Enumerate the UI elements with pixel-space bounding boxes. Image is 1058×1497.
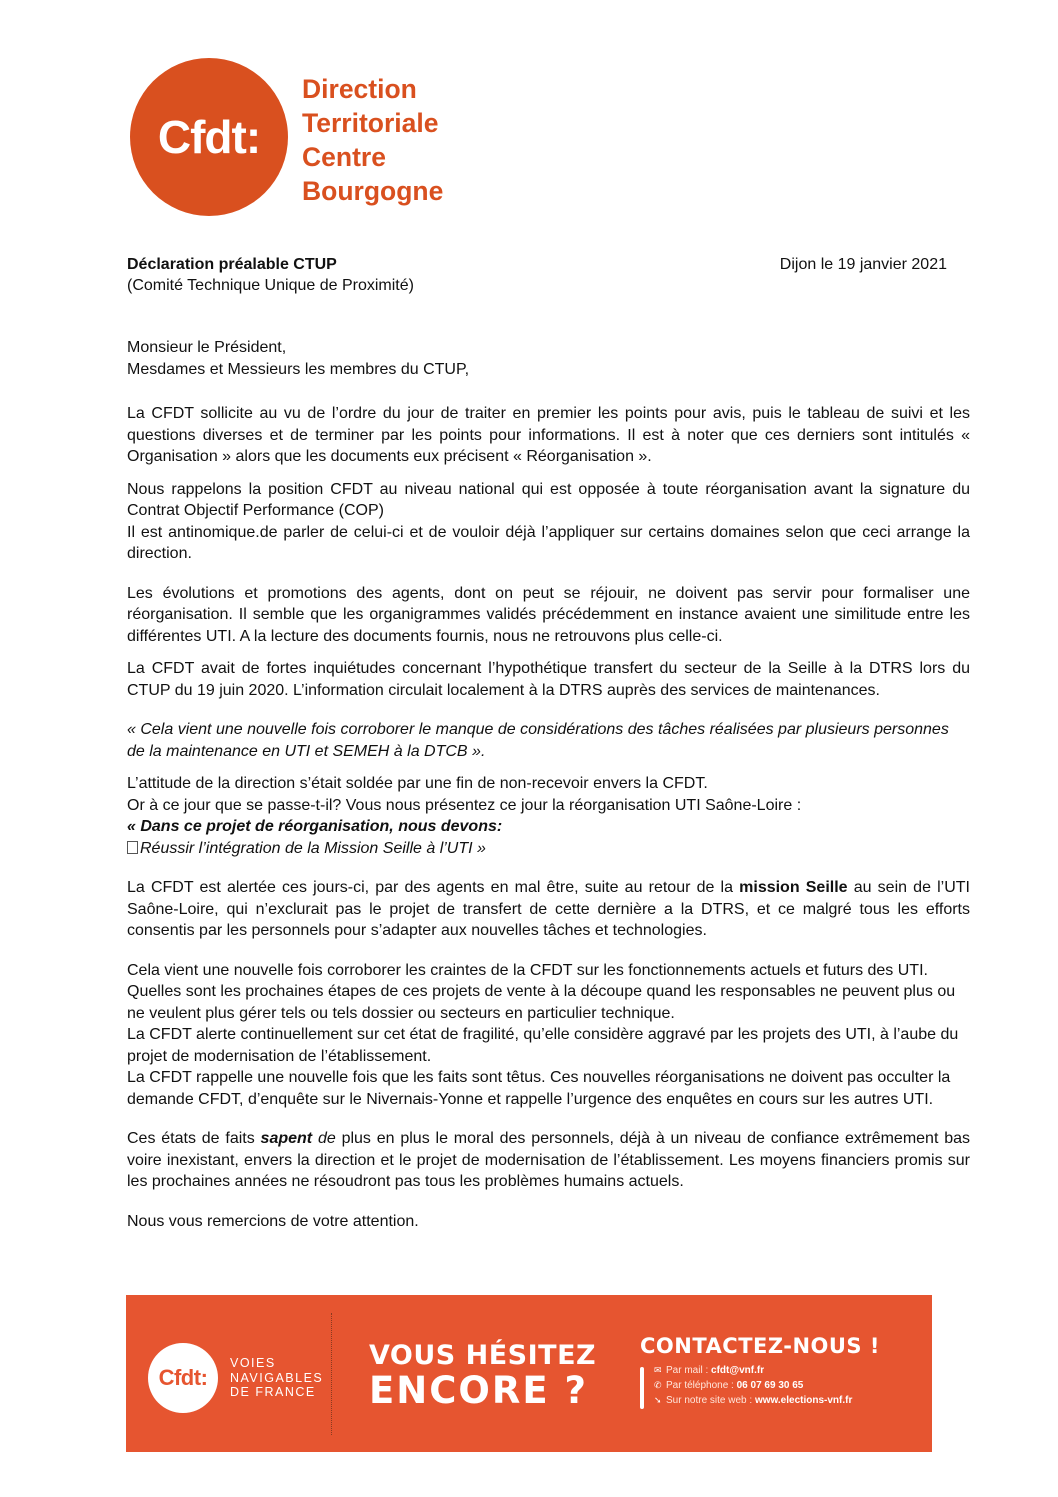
banner-headline — [369, 1341, 596, 1411]
contact-bar — [640, 1367, 644, 1409]
contact-row-phone — [654, 1378, 934, 1393]
contact-block — [640, 1333, 880, 1406]
salutation-line: Monsieur le Président, — [127, 339, 287, 356]
contact-website-link[interactable]: www.elections-vnf.fr — [754, 1395, 853, 1406]
headline-line-1: VOUS HÉSITEZ — [369, 1340, 597, 1371]
emphasis-sapent: sapent — [260, 1130, 313, 1147]
text-span: de — [312, 1130, 336, 1147]
contact-email-link[interactable]: cfdt@vnf.fr — [711, 1365, 765, 1376]
closing: Nous vous remercions de votre attention. — [127, 1212, 419, 1230]
header-logo — [130, 58, 460, 218]
paragraph — [127, 960, 970, 1111]
paragraph-line: Nous rappelons la position CFDT au niveau national qui est opposée à toute réorganisation avant la signature du Contrat Objectif Performance (COP) — [127, 480, 970, 519]
org-name-line: Bourgogne — [302, 176, 444, 206]
contact-row-mail — [654, 1363, 934, 1378]
document-date: Dijon le 19 janvier 2021 — [779, 256, 947, 273]
contact-phone: 06 07 69 30 65 — [736, 1380, 804, 1391]
paragraph: La CFDT avait de fortes inquiétudes concernant l’hypothétique transfert du secteur de la Seille à la DTRS lors du CTUP du 19 juin 2020. L’information circulait localement à la DTRS auprès des services de maintenances. — [127, 660, 970, 699]
document-subtitle: (Comité Technique Unique de Proximité) — [127, 277, 414, 294]
text-span: au sein de l’UTI Saône-Loire, qui n’exclurait pas le projet de transfert de cette dernière a la DTRS, et ce malgré tous les efforts consentis par les personnels pour s’adapter aux nouvelles tâches et technologies. — [127, 879, 971, 939]
org-name-line: Centre — [302, 142, 386, 172]
title-block — [127, 254, 947, 296]
banner-org-name — [230, 1356, 323, 1400]
paragraph: La CFDT sollicite au vu de l’ordre du jour de traiter en premier les points pour avis, puis le tableau de suivi et les questions diverses et de terminer par les points pour informations. Il est à noter que ces derniers sont intitulés « Organisation » alors que les documents eux précisent « Réorganisation ». — [127, 405, 970, 465]
paragraph: Les évolutions et promotions des agents, dont on peut se réjouir, ne doivent pas servir pour formaliser une réorganisation. Il semble que les organigrammes validés précédemment en instance avaient une similitude entre les différentes UTI. A la lecture des documents fournis, nous ne retrouvons plus celle-ci. — [127, 584, 970, 645]
contact-row-web — [654, 1393, 934, 1408]
paragraph — [127, 1128, 970, 1193]
paragraph-line: La CFDT rappelle une nouvelle fois que les faits sont têtus. Ces nouvelles réorganisations ne doivent pas occulter la demande CFDT, d’enquête sur le Nivernais-Yonne et rappelle l’urgence des enquêtes en cours sur les autres UTI. — [127, 1069, 951, 1108]
cfdt-logo-circle — [130, 58, 288, 216]
paragraph-line: La CFDT alerte continuellement sur cet état de fragilité, qu’elle considère aggravé par les projets des UTI, à l’aube du projet de modernisation de l’établissement. — [127, 1026, 959, 1065]
paragraph-line: Il est antinomique.de parler de celui-ci et de vouloir déjà l’appliquer sur certains domaines selon que ceci arrange la direction. — [127, 523, 970, 562]
quote-line: Réussir l’intégration de la Mission Seille à l’UTI » — [140, 839, 486, 857]
banner-logo-circle — [148, 1343, 218, 1413]
text-span: La CFDT est alertée ces jours-ci, par des agents en mal être, suite au retour de la — [127, 879, 740, 896]
paragraph — [127, 773, 970, 859]
salutation-line: Mesdames et Messieurs les membres du CTUP, — [127, 361, 470, 378]
headline-line-2: ENCORE ? — [369, 1369, 588, 1412]
quote-paragraph: « Cela vient une nouvelle fois corroborer le manque de considérations des tâches réalisées par plusieurs personnes de la maintenance en UTI et SEMEH à la DTCB ». — [127, 721, 949, 760]
bullet-box-icon — [127, 841, 138, 854]
pointer-icon: ➘ — [654, 1395, 662, 1405]
cfdt-logo-text: Cfdt: — [157, 111, 261, 163]
paragraph-line: L’attitude de la direction s’était soldée par une fin de non-recevoir envers la CFDT. — [127, 775, 708, 792]
phone-icon: ✆ — [654, 1380, 662, 1390]
quote-line-bold: « Dans ce projet de réorganisation, nous devons: — [127, 818, 503, 835]
banner-divider — [331, 1313, 332, 1435]
paragraph-line: Quelles sont les prochaines étapes de ces projets de vente à la découpe quand les responsables ne peuvent plus ou ne veulent plus gérer tels ou tels dossier ou secteurs en particulier technique. — [127, 983, 956, 1022]
contact-label: Par téléphone : — [666, 1380, 737, 1391]
mail-icon: ✉ — [654, 1365, 662, 1375]
contact-label: Sur notre site web : — [666, 1395, 755, 1406]
paragraph-line: Cela vient une nouvelle fois corroborer les craintes de la CFDT sur les fonctionnements actuels et futurs des UTI. — [127, 961, 928, 979]
banner-org-line: DE FRANCE — [230, 1385, 316, 1399]
document-title: Déclaration préalable CTUP — [127, 256, 337, 273]
banner-org-line: NAVIGABLES — [230, 1370, 324, 1385]
text-span: Ces états de faits — [127, 1130, 261, 1147]
org-name — [302, 72, 443, 208]
paragraph — [127, 479, 970, 565]
emphasis-mission-seille: mission Seille — [739, 879, 848, 896]
org-name-line: Direction — [302, 74, 417, 104]
paragraph-line: Or à ce jour que se passe-t-il? Vous nous présentez ce jour la réorganisation UTI Saône-Loire : — [127, 796, 802, 814]
banner-logo-text: Cfdt: — [158, 1365, 208, 1390]
footer-banner — [126, 1295, 932, 1452]
salutation — [127, 337, 469, 381]
banner-org-line: VOIES — [230, 1356, 276, 1370]
paragraph — [127, 877, 970, 942]
contact-title: CONTACTEZ-NOUS ! — [640, 1334, 880, 1358]
org-name-line: Territoriale — [302, 108, 439, 138]
contact-label: Par mail : — [666, 1365, 712, 1376]
text-span: plus en plus le moral des personnels, déjà à un niveau de confiance extrêmement bas voire inexistant, envers la direction et le projet de modernisation de l’établissement. Les moyens financiers promis sur les prochaines années ne résoudront pas tous les problèmes humains actuels. — [127, 1130, 971, 1190]
document-body — [127, 403, 970, 1243]
